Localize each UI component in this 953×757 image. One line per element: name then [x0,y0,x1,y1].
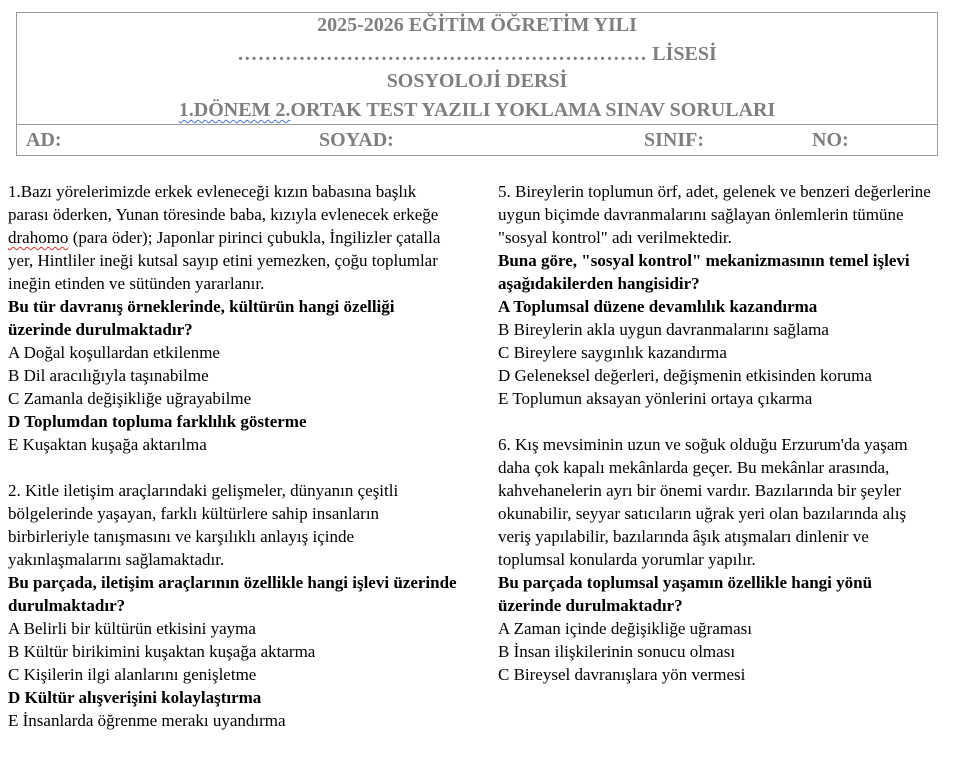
question-prompt: Buna göre, "sosyal kontrol" mekanizmasının temel işlevi aşağıdakilerden hangisidir? [498,251,910,293]
exam-type-label: ORTAK TEST YAZILI YOKLAMA SINAV SORULARI [290,99,776,121]
option-e[interactable]: E Kuşaktan kuşağa aktarılma [8,435,207,454]
question-text: 2. Kitle iletişim araçlarındaki gelişmeler, dünyanın çeşitli bölgelerinde yaşayan, farklı kültürlere sahip insanların birbirleriyle tanışmasını ve karşılıklı anlayış içinde yakınlaşmalarını sağlamaktadır. [8,481,399,569]
option-d[interactable]: D Geleneksel değerleri, değişmenin etkisinden koruma [498,366,872,385]
question-2 [8,479,458,732]
option-a[interactable]: A Doğal koşullardan etkilenme [8,343,220,362]
option-b[interactable]: B Kültür birikimini kuşaktan kuşağa aktarma [8,642,316,661]
term-label: 1.DÖNEM 2. [178,99,291,121]
left-column [8,180,458,732]
option-e[interactable]: E Toplumun aksayan yönlerini ortaya çıkarma [498,389,813,408]
option-c[interactable]: C Bireylere saygınlık kazandırma [498,343,727,362]
school-year-title: 2025-2026 EĞİTİM ÖĞRETİM YILI [317,14,637,36]
name-field[interactable]: AD: [26,129,62,151]
question-text: 6. Kış mevsiminin uzun ve soğuk olduğu Erzurum'da yaşam daha çok kapalı mekânlarda geçer. Bu mekânlar arasında, kahvehanelerin ayrı bir önemi vardır. Bazılarında bir şeyler okunabilir, seyyar satıcıların uğrak yeri olan bazılarında alış veriş yapılabilir, bazılarında âşık atışmaları dinlenir ve toplumsal konularda yorumlar yapılır. [498,435,908,569]
option-e[interactable]: E İnsanlarda öğrenme merakı uyandırma [8,711,286,730]
exam-header [16,12,938,156]
option-b[interactable]: B İnsan ilişkilerinin sonucu olması [498,642,736,661]
question-text: 1.Bazı yörelerimizde erkek evleneceği kızın babasına başlık parası öderken, Yunan töresinde baba, kızıyla evlenecek erkeğe drahomo (para öder); Japonlar pirinci çubukla, İngilizler çatalla yer, Hintliler ineği kutsal sayıp etini yemezken, çoğu toplumlar ineğin etinden ve sütünden yararlanır. [8,182,441,293]
option-a[interactable]: A Zaman içinde değişikliğe uğraması [498,619,752,638]
school-suffix: LİSESİ [647,43,717,65]
question-6 [498,433,938,686]
option-c[interactable]: C Zamanla değişikliğe uğrayabilme [8,389,252,408]
option-b[interactable]: B Dil aracılığıyla taşınabilme [8,366,209,385]
spellcheck-word: drahomo [8,228,69,247]
number-field[interactable]: NO: [812,129,849,151]
question-prompt: Bu parçada toplumsal yaşamın özellikle hangi yönü üzerinde durulmaktadır? [498,573,873,615]
question-prompt: Bu tür davranış örneklerinde, kültürün hangi özelliği üzerinde durulmaktadır? [8,297,395,339]
option-a[interactable]: A Toplumsal düzene devamlılık kazandırma [498,297,818,316]
class-field[interactable]: SINIF: [644,129,705,151]
question-5 [498,180,938,410]
course-title: SOSYOLOJİ DERSİ [386,70,568,92]
surname-field[interactable]: SOYAD: [319,129,394,151]
right-column [498,180,938,686]
option-c[interactable]: C Kişilerin ilgi alanlarını genişletme [8,665,257,684]
option-b[interactable]: B Bireylerin akla uygun davranmalarını sağlama [498,320,829,339]
option-d[interactable]: D Toplumdan topluma farklılık gösterme [8,412,307,431]
option-a[interactable]: A Belirli bir kültürün etkisini yayma [8,619,256,638]
student-info-row [17,124,937,156]
option-d[interactable]: D Kültür alışverişini kolaylaştırma [8,688,262,707]
question-1 [8,180,458,456]
school-name-line [17,42,937,66]
question-prompt: Bu parçada, iletişim araçlarının özellikle hangi işlevi üzerinde durulmaktadır? [8,573,457,615]
option-c[interactable]: C Bireysel davranışlara yön vermesi [498,665,746,684]
school-name-blank[interactable]: …………………………………………………… [237,43,648,65]
exam-title [17,98,937,122]
question-text: 5. Bireylerin toplumun örf, adet, gelenek ve benzeri değerlerine uygun biçimde davranmalarını sağlayan önlemlerin tümüne "sosyal kontrol" adı verilmektedir. [498,182,931,247]
